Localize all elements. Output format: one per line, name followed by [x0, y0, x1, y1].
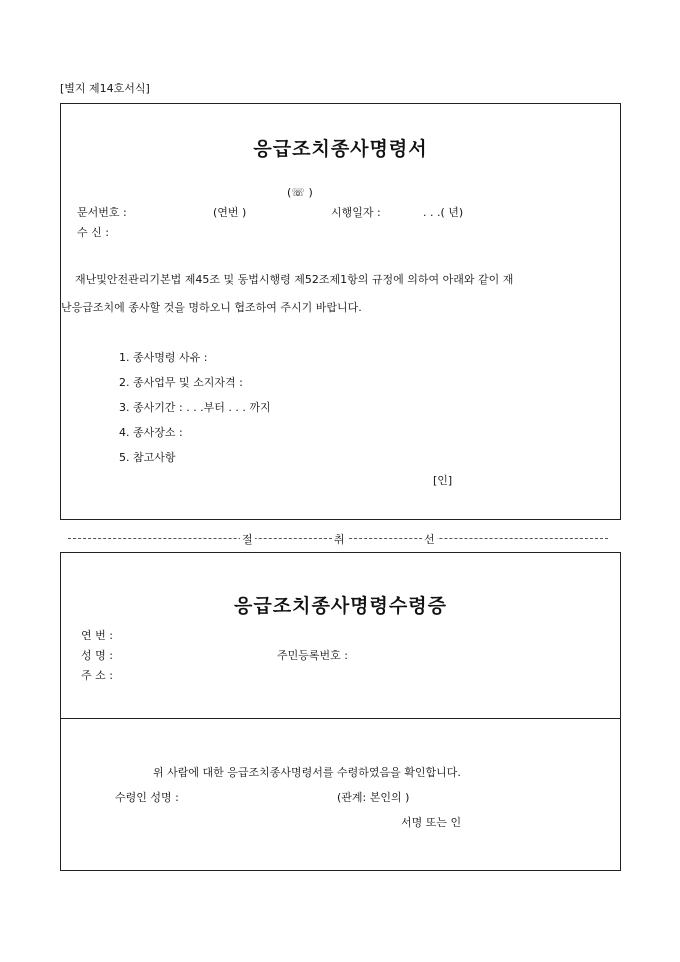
order-document-box	[60, 103, 621, 520]
list-item: 1. 종사명령 사유 :	[119, 351, 208, 364]
phone-line: (☏ )	[287, 186, 313, 199]
seal-mark: [인]	[433, 474, 453, 487]
confirmation-text: 위 사람에 대한 응급조치종사명령서를 수령하였음을 확인합니다.	[153, 766, 461, 779]
receipt-serial-label: 연 번 :	[81, 629, 113, 642]
receipt-title: 응급조치종사명령수령증	[234, 595, 447, 617]
cut-line	[68, 531, 608, 545]
receipt-name-label: 성 명 :	[81, 649, 113, 662]
form-label: [별지 제14호서식]	[60, 82, 150, 95]
signature-label: 서명 또는 인	[401, 816, 462, 829]
list-item: 2. 종사업무 및 소지자격 :	[119, 376, 243, 389]
list-item: 5. 참고사항	[119, 451, 176, 464]
cut-line-char: 선	[424, 533, 435, 546]
effective-date-label: 시행일자 :	[331, 206, 381, 219]
cut-line-char: 취	[334, 533, 345, 546]
cut-line-char: 절	[242, 533, 253, 546]
serial-number-label: (연번 )	[213, 206, 247, 219]
body-text-line-1: 재난및안전관리기본법 제45조 및 동법시행령 제52조제1항의 규정에 의하여 아래와 같이 재	[75, 273, 514, 286]
recipient-label: 수 신 :	[77, 226, 109, 239]
rrn-label: 주민등록번호 :	[277, 649, 348, 662]
doc-number-label: 문서번호 :	[77, 206, 127, 219]
receipt-divider	[61, 718, 620, 719]
receipt-address-label: 주 소 :	[81, 669, 113, 682]
effective-date-value: . . .( 년)	[423, 206, 464, 219]
receipt-box	[60, 552, 621, 871]
receiver-name-label: 수령인 성명 :	[115, 791, 179, 804]
order-title: 응급조치종사명령서	[253, 138, 428, 160]
list-item: 3. 종사기간 : . . .부터 . . . 까지	[119, 401, 271, 414]
body-text-line-2: 난응급조치에 종사할 것을 명하오니 협조하여 주시기 바랍니다.	[61, 301, 362, 314]
relation-label: (관계: 본인의 )	[337, 791, 410, 804]
list-item: 4. 종사장소 :	[119, 426, 183, 439]
